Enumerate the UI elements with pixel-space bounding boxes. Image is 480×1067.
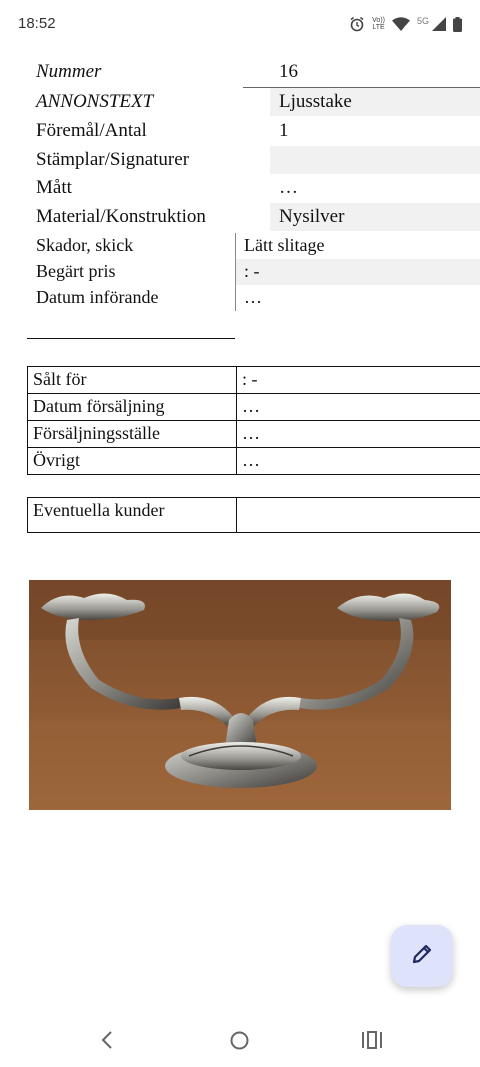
table-row	[28, 394, 480, 421]
sale-table	[27, 366, 480, 475]
row-label: Begärt pris	[36, 261, 116, 281]
cell-label: Sålt för	[33, 369, 87, 389]
section-underline	[27, 338, 235, 339]
pencil-icon	[411, 943, 433, 970]
table-row	[28, 448, 480, 475]
cell-value: …	[236, 394, 480, 420]
cellular-signal-icon	[432, 17, 446, 31]
cell-label: Eventuella kunder	[33, 500, 165, 520]
cell-value	[236, 498, 480, 532]
row-value	[270, 146, 480, 174]
row-label: Stämplar/Signaturer	[36, 149, 190, 170]
row-value: 1	[279, 120, 289, 141]
row-foremal	[27, 117, 480, 145]
row-label: Mått	[36, 177, 72, 198]
customers-table	[27, 497, 480, 533]
cell-label: Försäljningsställe	[33, 423, 160, 443]
table-row	[28, 421, 480, 448]
row-value: …	[244, 287, 262, 307]
cell-value: : -	[236, 367, 480, 393]
row-begart-pris	[27, 259, 480, 285]
row-value: …	[279, 177, 298, 198]
row-nummer	[27, 58, 480, 86]
row-matt	[27, 174, 480, 202]
cell-value: …	[236, 448, 480, 474]
row-label: Datum införande	[36, 287, 159, 307]
row-stamplar	[27, 146, 480, 174]
cell-label: Datum försäljning	[33, 396, 165, 416]
row-label: Föremål/Antal	[36, 120, 147, 141]
row-material	[27, 203, 480, 231]
row-annonstext	[27, 88, 480, 116]
navigation-bar	[0, 1010, 480, 1067]
table-row	[28, 498, 480, 533]
row-value: Nysilver	[270, 203, 480, 231]
status-icons	[349, 14, 462, 34]
row-label: Nummer	[36, 61, 102, 82]
row-value: : -	[236, 259, 480, 285]
row-datum-inforande	[27, 285, 480, 311]
row-value: Lätt slitage	[244, 235, 325, 255]
row-value: Ljusstake	[270, 88, 480, 116]
row-skador	[27, 233, 480, 259]
row-value: 16	[279, 61, 298, 82]
home-icon[interactable]	[229, 1030, 250, 1056]
row-label: ANNONSTEXT	[36, 91, 154, 112]
status-bar	[0, 0, 480, 48]
back-icon[interactable]	[98, 1030, 116, 1055]
cell-label: Övrigt	[33, 450, 80, 470]
cell-value: …	[236, 421, 480, 447]
network-type: 5G	[416, 16, 429, 26]
volte-icon: Vo)) LTE	[372, 17, 385, 31]
recents-icon[interactable]	[361, 1031, 383, 1054]
alarm-icon	[349, 16, 365, 32]
edit-fab-button[interactable]	[391, 925, 453, 987]
item-photo	[29, 580, 451, 810]
wifi-icon	[392, 17, 410, 31]
battery-icon	[453, 17, 462, 32]
table-row	[28, 367, 480, 394]
row-label: Material/Konstruktion	[36, 206, 206, 227]
clock: 18:52	[18, 15, 56, 32]
row-label: Skador, skick	[36, 235, 134, 255]
